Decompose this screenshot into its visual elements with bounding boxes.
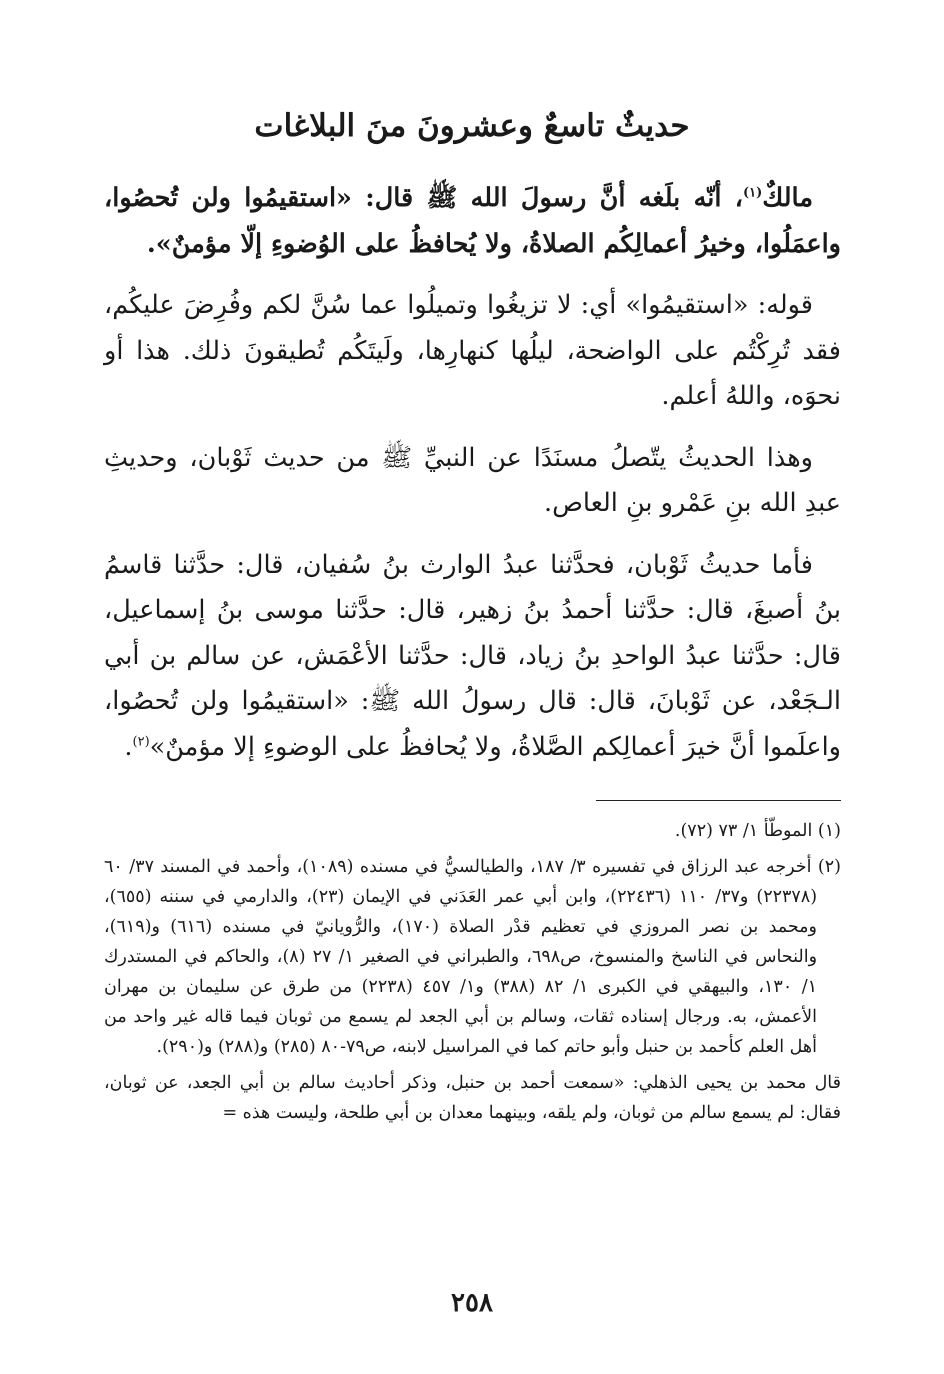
isnad-chain-end: . — [124, 731, 133, 762]
footnote-1: (١) الموطّأ ١/ ٧٣ (٧٢). — [674, 821, 841, 841]
chapter-title: حديثٌ تاسعٌ وعشرونَ منَ البلاغات — [254, 108, 690, 144]
main-text — [104, 176, 841, 786]
isnad-chain-text: فأما حديثُ ثَوْبان، فحدَّثنا عبدُ الوارث بنُ سُفيان، قال: حدَّثنا قاسمُ بنُ أصبغَ، قال: حدَّثنا أحمدُ بنُ زهير، قال: حدَّثنا موسى بنُ إسماعيل، قال: حدَّثنا عبدُ الواحدِ بنُ زياد، قال: حدَّثنا الأعْمَش، عن سالم بن أبي الـجَعْد، عن ثَوْبانَ، قال: قال رسولُ الله ﷺ: «استقيمُوا ولن تُحصُوا، واعلَموا أنَّ خيرَ أعمالِكم الصَّلاةُ، ولا يُحافظُ على الوضوءِ إلا مؤمنٌ» — [104, 549, 841, 762]
footnote-2-continuation: قال محمد بن يحيى الذهلي: «سمعت أحمد بن حنبل، وذكر أحاديث سالم بن أبي الجعد، عن ثوبان، فقال: لم يسمع سالم من ثوبان، ولم يلقه، وبينهما معدان بن أبي طلحة، وليست هذه = — [104, 1073, 841, 1123]
footnote-separator — [596, 800, 841, 801]
footnote-2: (٢) أخرجه عبد الرزاق في تفسيره ٣/ ١٨٧، والطيالسيُّ في مسنده (١٠٨٩)، وأحمد في المسند ٣٧/ ٦٠ (٢٢٣٧٨) و٣٧/ ١١٠ (٢٢٤٣٦)، وابن أبي عمر العَدَني في الإيمان (٢٣)، والدارمي في سننه (٦٥٥)، ومحمد بن نصر المروزي في تعظيم قدْر الصلاة (١٧٠)، والرُّويانيّ في مسنده (٦١٦) و(٦١٩)، والنحاس في الناسخ والمنسوخ، ص٦٩٨، والطبراني في الصغير ١/ ٢٧ (٨)، والحاكم في المستدرك ١/ ١٣٠، والبيهقي في الكبرى ١/ ٨٢ (٣٨٨) و١/ ٤٥٧ (٢٢٣٨) من طرق عن سليمان بن مهران الأعمش، به. ورجال إسناده ثقات، وسالم بن أبي الجعد لم يسمع من ثوبان فيما قاله غير واحد من أهل العلم كأحمد بن حنبل وأبو حاتم كما في المراسيل لابنه، ص٧٩-٨٠ (٢٨٥) و(٢٨٨) و(٢٩٠). — [104, 857, 841, 1057]
commentary-paragraph: قوله: «استقيمُوا» أي: لا تزيغُوا وتميلُوا عما سُنَّ لكم وفُرِضَ عليكُم، فقد تُرِكْتُم على الواضحة، ليلُها كنهارِها، ولَيتَكُم تُطيقونَ ذلك. هذا أو نحوَه، واللهُ أعلم. — [104, 290, 841, 411]
footnote-ref-2: (٢) — [132, 734, 150, 749]
narrator-name: مالكٌ — [762, 183, 813, 213]
page-number: ٢٥٨ — [451, 1288, 493, 1318]
hadith-text — [104, 176, 841, 267]
isnad-intro-paragraph: وهذا الحديثُ يتّصلُ مسنَدًا عن النبيِّ ﷺ من حديث ثَوْبان، وحديثِ عبدِ الله بنِ عَمْرو بنِ العاص. — [104, 442, 841, 518]
isnad-chain-paragraph — [104, 543, 841, 771]
footnote-ref-1: (١) — [743, 185, 763, 201]
footnotes — [104, 816, 841, 1134]
hadith-body: ، أنّه بلَغه أنَّ رسولَ الله ﷺ قال: «استقيمُوا ولن تُحصُوا، واعمَلُوا، وخيرُ أعمالِكُم الصلاةُ، ولا يُحافظُ على الوُضوءِ إلّا مؤمنٌ». — [104, 183, 841, 259]
